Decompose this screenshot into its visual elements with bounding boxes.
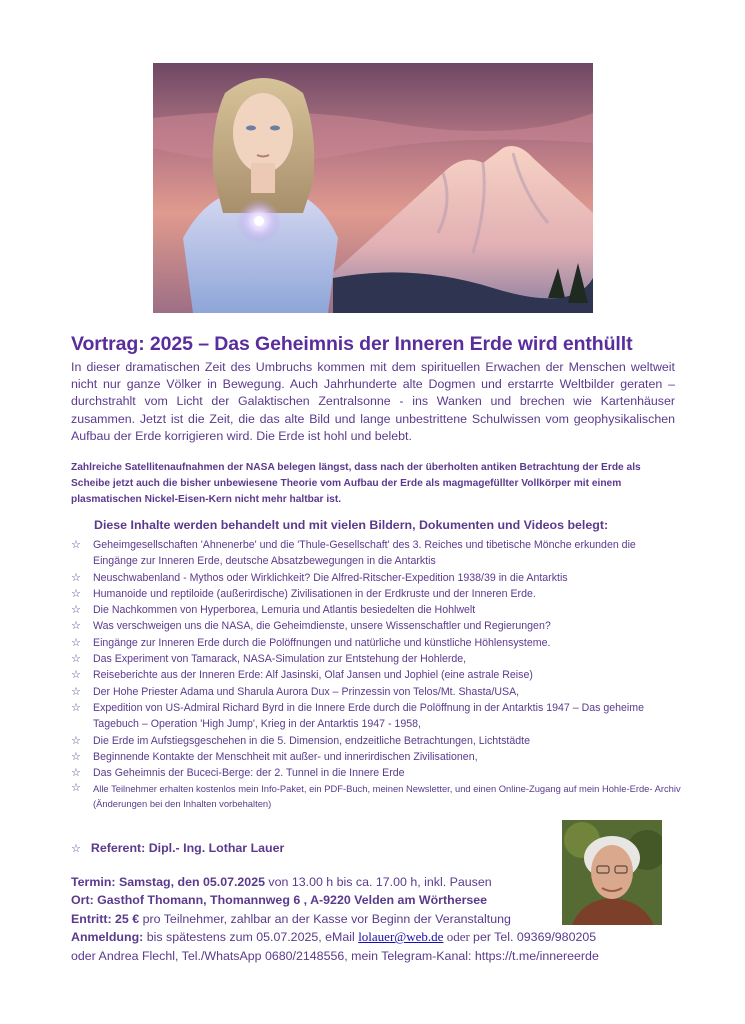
ort-line: Ort: Gasthof Thomann, Thomannweg 6 , A-9220 Velden am Wörthersee [71, 893, 488, 908]
contact-line: oder Andrea Flechl, Tel./WhatsApp 0680/2148556, mein Telegram-Kanal: https://t.me/innereerde [71, 948, 599, 963]
list-item: ☆ Die Nachkommen von Hyperborea, Lemuria und Atlantis besiedelten die Hohlwelt [71, 602, 681, 618]
hero-image [153, 63, 593, 313]
list-heading: Diese Inhalte werden behandelt und mit vielen Bildern, Dokumenten und Videos belegt: [94, 518, 609, 532]
list-item: ☆ Beginnende Kontakte der Menschheit mit außer- und innerirdischen Zivilisationen, [71, 749, 681, 765]
star-outline-icon: ☆ [71, 587, 81, 600]
list-item: ☆ Die Erde im Aufstiegsgeschehen in die 5. Dimension, endzeitliche Betrachtungen, Lichtstädte [71, 733, 681, 749]
topic-list [71, 537, 681, 811]
nasa-paragraph: Zahlreiche Satellitenaufnahmen der NASA belegen längst, dass nach der überholten antiken Betrachtung der Erde als Scheibe jetzt auch die bisher unbewiesene Theorie vom Aufbau der Erde als magmagefüllter Vollkörper mit einem plasmatischen Nickel-Eisen-Kern nicht mehr haltbar ist. [71, 462, 641, 505]
star-outline-icon: ☆ [71, 782, 81, 795]
list-item: ☆ Alle Teilnehmer erhalten kostenlos mein Info-Paket, ein PDF-Buch, meinen Newsletter, und einen Online-Zugang auf mein Hohle-Erde- Archiv (Änderungen bei den Inhalten vorbehalten) [71, 782, 681, 810]
star-outline-icon: ☆ [71, 653, 81, 666]
star-outline-icon: ☆ [71, 843, 81, 855]
list-item: ☆ Humanoide und reptiloide (außerirdische) Zivilisationen in der Erdkruste und der Inneren Erde. [71, 586, 681, 602]
page-title: Vortrag: 2025 – Das Geheimnis der Inneren Erde wird enthüllt [71, 333, 633, 355]
star-outline-icon: ☆ [71, 685, 81, 698]
anmeldung-line: Anmeldung: bis spätestens zum 05.07.2025, eMail lolauer@web.de oder per Tel. 09369/980205 [71, 929, 597, 945]
star-outline-icon: ☆ [71, 734, 81, 747]
star-outline-icon: ☆ [71, 620, 81, 633]
intro-paragraph: In dieser dramatischen Zeit des Umbruchs kommen mit dem spirituellen Erwachen der Menschen weltweit nicht nur ganze Völker in Bewegung. Auch Jahrhunderte alte Dogmen und erstarrte Weltbilder geraten – durchstrahlt vom Licht der Galaktischen Zentralsonne - ins Wanken und brechen wie Kartenhäuser zusammen. Jetzt ist die Zeit, die das alte Bild und lange unbestrittene Schulwissen vom geophysikalischen Aufbau der Erde korrigieren wird. Die Erde ist hohl und belebt. [71, 360, 675, 443]
list-item: ☆ Geheimgesellschaften 'Ahnenerbe' und die 'Thule-Gesellschaft' des 3. Reiches und tibetische Mönche erkunden die Eingänge zur Inneren Erde, deutsche Absatzbewegungen in die Antarktis [71, 539, 636, 568]
star-outline-icon: ☆ [71, 767, 81, 780]
star-outline-icon: ☆ [71, 604, 81, 617]
list-item: ☆ Was verschweigen uns die NASA, die Geheimdienste, unsere Wissenschaftler und Regierungen? [71, 618, 681, 634]
eintritt-line: Entritt: 25 € pro Teilnehmer, zahlbar an der Kasse vor Beginn der Veranstaltung [71, 911, 511, 926]
star-outline-icon: ☆ [71, 750, 81, 763]
termin-line: Termin: Samstag, den 05.07.2025 von 13.00 h bis ca. 17.00 h, inkl. Pausen [71, 875, 492, 889]
referent-line: ☆ Referent: Dipl.- Ing. Lothar Lauer [71, 841, 285, 855]
star-outline-icon: ☆ [71, 636, 81, 649]
star-outline-icon: ☆ [71, 669, 81, 682]
list-item: ☆ Reiseberichte aus der Inneren Erde: Alf Jasinski, Olaf Jansen und Jophiel (eine astrale Reise) [71, 667, 681, 683]
list-item: ☆ Das Geheimnis der Buceci-Berge: der 2. Tunnel in die Innere Erde [71, 765, 681, 781]
event-details [71, 873, 691, 965]
star-outline-icon: ☆ [71, 701, 81, 714]
list-item: ☆ Der Hohe Priester Adama und Sharula Aurora Dux – Prinzessin von Telos/Mt. Shasta/USA, [71, 684, 681, 700]
list-item: ☆ Das Experiment von Tamarack, NASA-Simulation zur Entstehung der Hohlerde, [71, 651, 681, 667]
star-outline-icon: ☆ [71, 571, 81, 584]
list-item: ☆ Neuschwabenland - Mythos oder Wirklichkeit? Die Alfred-Ritscher-Expedition 1938/39 in die Antarktis [71, 570, 681, 586]
list-item: ☆ Eingänge zur Inneren Erde durch die Polöffnungen und natürliche und künstliche Höhlensysteme. [71, 635, 681, 651]
star-outline-icon: ☆ [71, 539, 81, 551]
email-link[interactable]: lolauer@web.de [358, 929, 444, 945]
list-item: ☆ Expedition von US-Admiral Richard Byrd in die Innere Erde durch die Polöffnung in der Antarktis 1947 – Das geheime Tagebuch – Operation 'High Jump', Krieg in der Antarktis 1947 - 1958, [71, 701, 644, 731]
